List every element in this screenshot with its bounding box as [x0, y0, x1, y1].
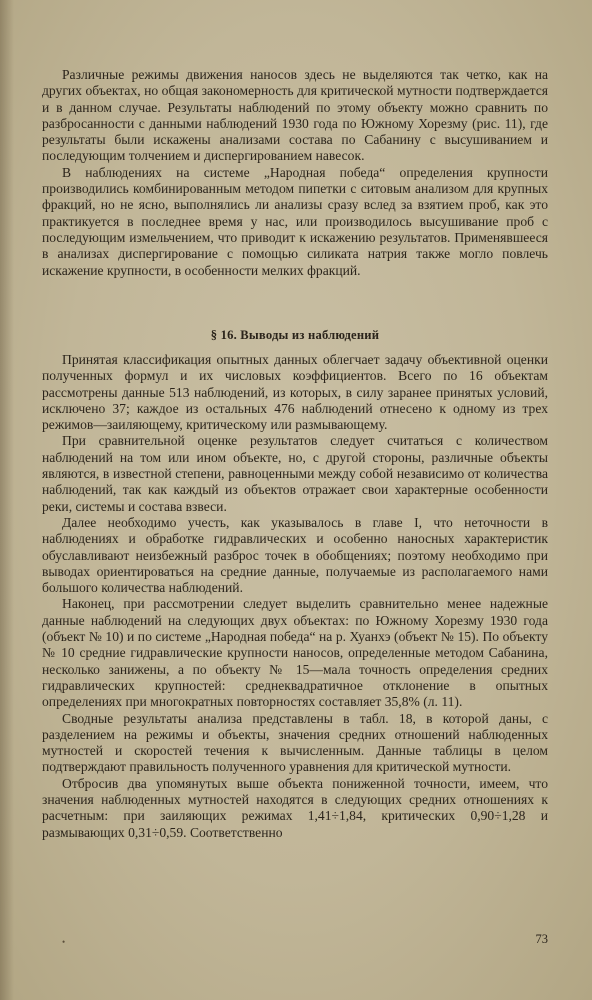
text-block-bottom [42, 352, 548, 841]
page-number: 73 [535, 932, 548, 946]
paragraph: Сводные результаты анализа представлены в табл. 18, в которой даны, с разделением на режимы и объекты, значения средних отношений наблюденных мутностей и скоростей течения к вычисленным. Данные таблицы в целом подтверждают правильность полученного уравнения для критической мутности. [42, 710, 548, 775]
paragraph: При сравнительной оценке результатов следует считаться с количеством наблюдений на том или ином объекте, но, с другой стороны, различные объекты являются, в известной степени, равноценными между собой независимо от количества наблюдений, так как каждый из объектов отражает свои характерные особенности реки, системы и состава взвеси. [42, 433, 548, 514]
paragraph: Далее необходимо учесть, как указывалось в главе I, что неточности в наблюдениях и обработке гидравлических и особенно наносных характеристик обуславливают неизбежный разброс точек в обобщениях; поэтому необходимо при выводах ориентироваться на средние данные, получаемые из располагаемого нами большого количества наблюдений. [42, 514, 548, 596]
paragraph: Принятая классификация опытных данных облегчает задачу объективной оценки полученных формул и их числовых коэффициентов. Всего по 16 объектам рассмотрены данные 513 наблюдений, из которых, в силу заранее принятых условий, исключено 37; каждое из остальных 476 наблюдений отнесено к одному из трех режимов—заиляющему, критическому или размывающему. [42, 352, 548, 433]
paragraph: В наблюдениях на системе „Народная победа“ определения крупности производились комбинированным методом пипетки с ситовым анализом для крупных фракций, но не ясно, выполнялись ли анализы сразу вслед за взятием проб, как это практикуется в последнее время у нас, или производилось высушивание проб с последующим измельчением, что приводит к искажению результатов. Применявшееся в анализах диспергирование с помощью силиката натрия также могло повлечь искажение крупности, в особенности мелких фракций. [42, 164, 548, 278]
section-title: § 16. Выводы из наблюдений [210, 328, 380, 342]
margin-mark: • [62, 937, 66, 947]
paragraph: Отбросив два упомянутых выше объекта пониженной точности, имеем, что значения наблюденных мутностей находятся в следующих средних отношениях к расчетным: при заиляющих режимах 1,41÷1,84, критических 0,90÷1,28 и размывающих 0,31÷0,59. Соответственно [42, 775, 548, 840]
text-block-top [42, 67, 548, 279]
paragraph: Различные режимы движения наносов здесь не выделяются так четко, как на других объектах, но общая закономерность для критической мутности подтверждается и в данном случае. Результаты наблюдений по этому объекту можно сравнить по разбросанности с данными наблюдений 1930 года по Южному Хорезму (рис. 11), где результаты были искажены анализами состава по Сабанину с высушиванием и последующим толчением и диспергированием навесок. [42, 67, 548, 164]
paragraph: Наконец, при рассмотрении следует выделить сравнительно менее надежные данные наблюдений на следующих двух объектах: по Южному Хорезму 1930 года (объект № 10) и по системе „Народная победа“ на р. Хуанхэ (объект № 15). По объекту № 10 средние гидравлические крупности наносов, определенные методом Сабанина, несколько занижены, а по объекту № 15—мала точность определения средних гидравлических крупностей: среднеквадратичное отклонение в опытных определениях при многократных повторностях составляет 35,8% (л. 11). [42, 596, 548, 710]
